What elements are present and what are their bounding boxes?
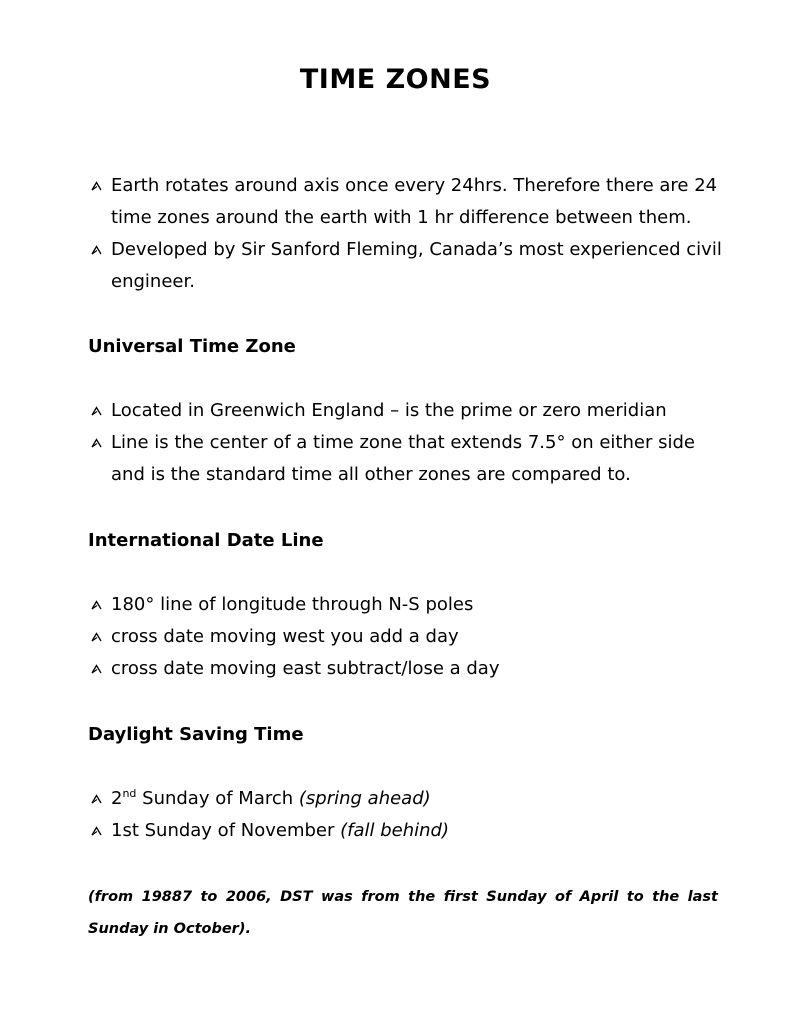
page-title: TIME ZONES [299,64,492,95]
list-item [88,427,728,491]
triangle-bullet-icon [88,653,104,685]
bullet-text: 1st Sunday of November [111,820,341,841]
list-item [88,783,728,815]
bullet-number: 2 [111,788,123,809]
bullet-text: Line is the center of a time zone that extends 7.5° on either side and is the standard time all other zones are compared to. [111,432,695,485]
section-heading-international-date-line: International Date Line [88,530,324,551]
bullet-text: Earth rotates around axis once every 24hrs. Therefore there are 24 time zones around the earth with 1 hr difference between them. [111,175,718,228]
daylight-saving-time-bullet-list [88,783,728,847]
list-item [88,170,728,234]
triangle-bullet-icon [88,815,104,847]
bullet-text: Developed by Sir Sanford Fleming, Canada’s most experienced civil engineer. [111,239,722,292]
list-item [88,589,728,621]
bullet-text: cross date moving west you add a day [111,626,459,647]
universal-time-zone-bullet-list [88,395,728,491]
triangle-bullet-icon [88,589,104,621]
bullet-text: cross date moving east subtract/lose a day [111,658,500,679]
triangle-bullet-icon [88,395,104,427]
triangle-bullet-icon [88,234,104,266]
bullet-note: (fall behind) [340,820,450,841]
list-item [88,234,728,298]
bullet-text: Located in Greenwich England – is the prime or zero meridian [111,400,667,421]
list-item [88,653,728,685]
ordinal-suffix: nd [122,787,137,800]
section-heading-daylight-saving-time: Daylight Saving Time [88,724,304,745]
dst-footnote: (from 19887 to 2006, DST was from the first Sunday of April to the last Sunday in October). [88,889,718,937]
bullet-note: (spring ahead) [298,788,431,809]
intro-bullet-list [88,170,728,298]
international-date-line-bullet-list [88,589,728,685]
list-item [88,621,728,653]
triangle-bullet-icon [88,783,104,815]
bullet-text: Sunday of March [136,788,299,809]
list-item [88,815,728,847]
triangle-bullet-icon [88,621,104,653]
section-heading-universal-time-zone: Universal Time Zone [88,336,296,357]
bullet-text: 180° line of longitude through N-S poles [111,594,474,615]
triangle-bullet-icon [88,427,104,459]
list-item [88,395,728,427]
triangle-bullet-icon [88,170,104,202]
